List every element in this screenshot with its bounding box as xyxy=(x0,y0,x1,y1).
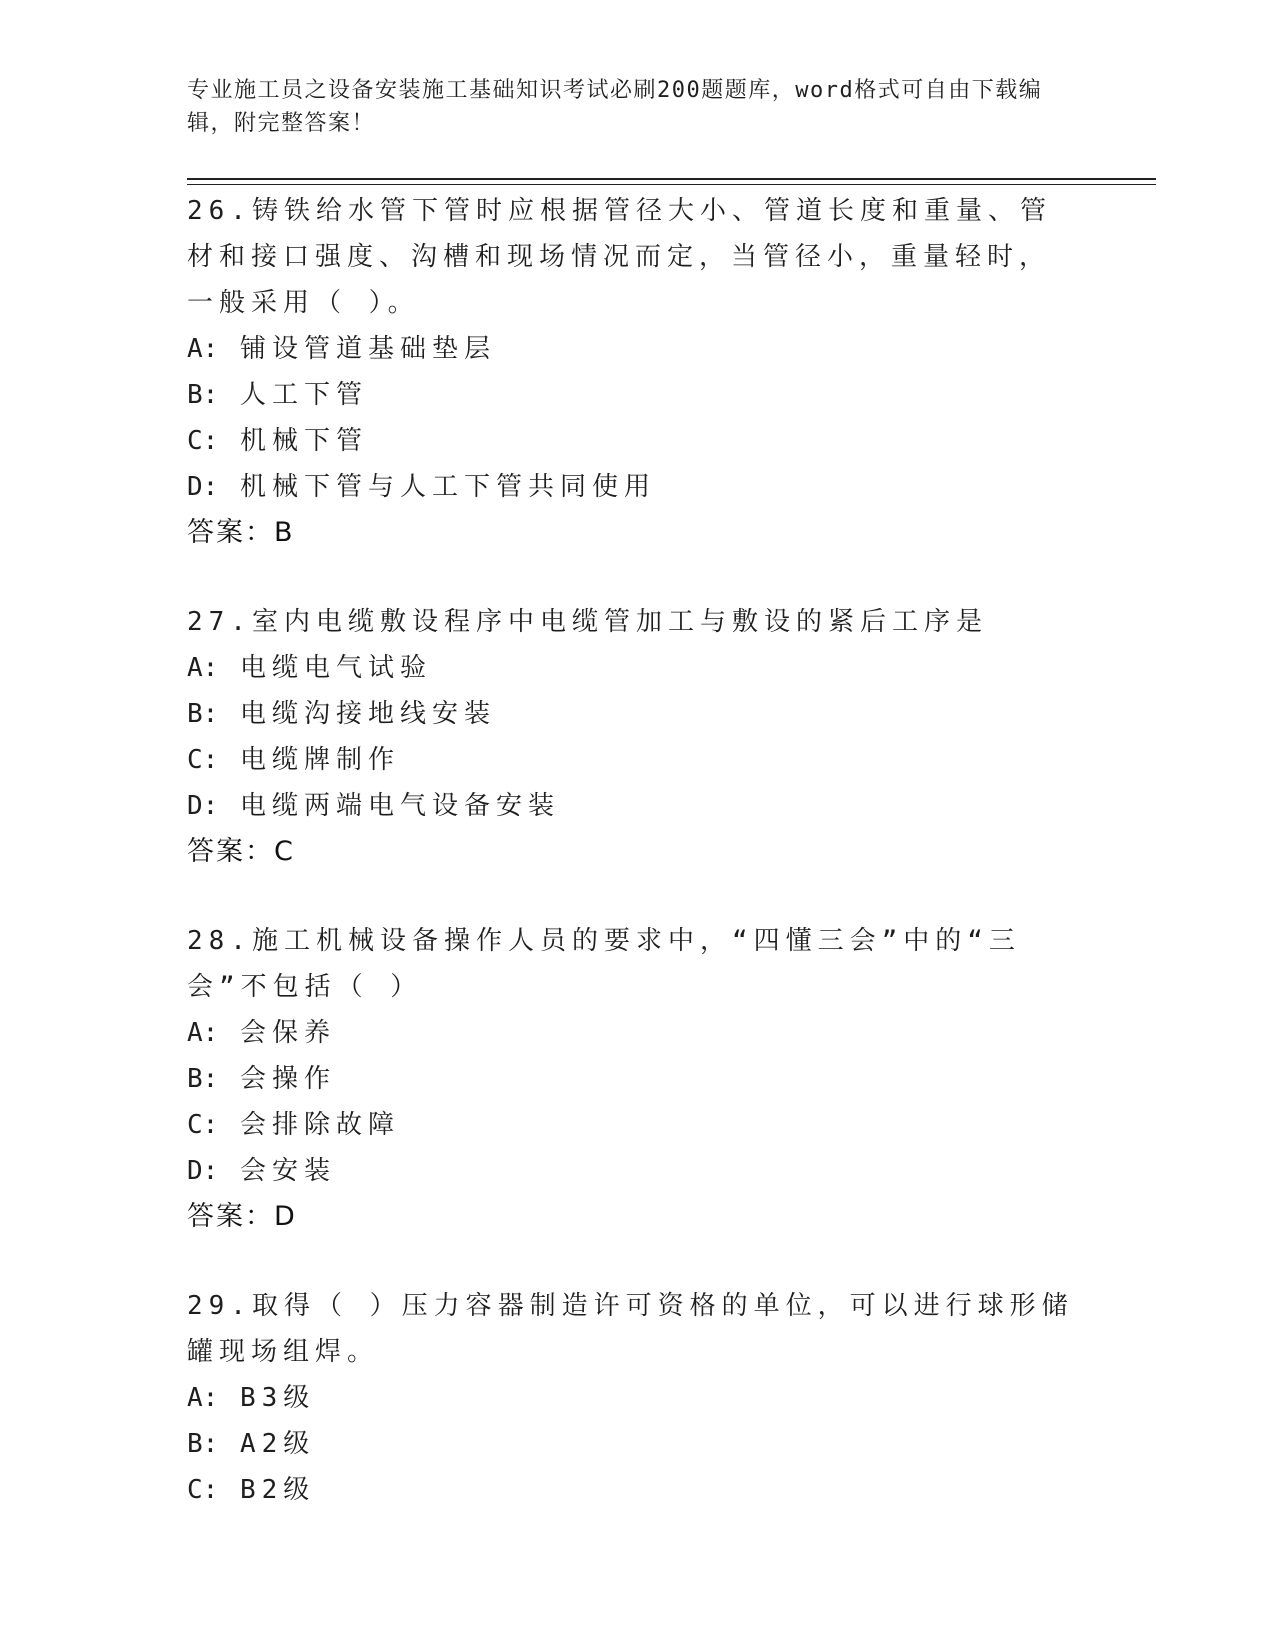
question-29 xyxy=(187,1283,1077,1513)
answer-line: 答案：B xyxy=(187,517,295,548)
option-a xyxy=(187,326,1077,372)
option-letter: A: xyxy=(187,1383,219,1413)
option-text: 电缆电气试验 xyxy=(239,653,432,683)
answer-line: 答案：D xyxy=(187,1201,297,1232)
option-text: 会操作 xyxy=(239,1064,336,1094)
option-letter: A: xyxy=(187,1018,219,1048)
option-text: 会保养 xyxy=(239,1018,336,1048)
option-c xyxy=(187,418,1077,464)
option-letter: C: xyxy=(187,745,219,775)
option-letter: B: xyxy=(187,1429,219,1459)
option-letter: B: xyxy=(187,380,219,410)
option-c xyxy=(187,1467,1077,1513)
question-text: 27.室内电缆敷设程序中电缆管加工与敷设的紧后工序是 xyxy=(187,607,988,637)
option-b xyxy=(187,372,1077,418)
option-d xyxy=(187,464,1077,510)
option-c xyxy=(187,1102,1077,1148)
option-d xyxy=(187,1148,1077,1194)
option-b xyxy=(187,691,1077,737)
option-letter: B: xyxy=(187,1064,219,1094)
option-letter: C: xyxy=(187,1475,219,1505)
option-a xyxy=(187,645,1077,691)
question-text: 28.施工机械设备操作人员的要求中，“四懂三会”中的“三会”不包括（ ） xyxy=(187,926,1021,1002)
option-text: 电缆沟接地线安装 xyxy=(239,699,496,729)
question-text: 26.铸铁给水管下管时应根据管径大小、管道长度和重量、管材和接口强度、沟槽和现场情况而定，当管径小，重量轻时，一般采用（ ）。 xyxy=(187,196,1052,318)
option-text: A2级 xyxy=(239,1429,316,1459)
option-text: 会排除故障 xyxy=(239,1110,400,1140)
document-header: 专业施工员之设备安装施工基础知识考试必刷200题题库，word格式可自由下载编辑，附完整答案！ xyxy=(187,78,1043,136)
option-letter: C: xyxy=(187,1110,219,1140)
option-letter: C: xyxy=(187,426,219,456)
header-divider-thick xyxy=(187,178,1156,180)
answer-line: 答案：C xyxy=(187,836,295,867)
question-26 xyxy=(187,188,1077,556)
option-text: 电缆牌制作 xyxy=(239,745,400,775)
option-c xyxy=(187,737,1077,783)
question-28 xyxy=(187,918,1077,1240)
question-text: 29.取得（ ）压力容器制造许可资格的单位，可以进行球形储罐现场组焊。 xyxy=(187,1291,1074,1367)
option-b xyxy=(187,1421,1077,1467)
question-27 xyxy=(187,599,1077,875)
option-text: 会安装 xyxy=(239,1156,336,1186)
option-text: B2级 xyxy=(239,1475,316,1505)
option-text: 机械下管 xyxy=(239,426,368,456)
option-letter: A: xyxy=(187,653,219,683)
option-a xyxy=(187,1010,1077,1056)
option-text: 铺设管道基础垫层 xyxy=(239,334,496,364)
option-text: 人工下管 xyxy=(239,380,368,410)
option-text: 电缆两端电气设备安装 xyxy=(239,791,560,821)
option-letter: A: xyxy=(187,334,219,364)
option-letter: D: xyxy=(187,791,219,821)
option-text: B3级 xyxy=(239,1383,316,1413)
option-a xyxy=(187,1375,1077,1421)
option-d xyxy=(187,783,1077,829)
option-letter: B: xyxy=(187,699,219,729)
question-list xyxy=(187,188,1077,1556)
option-b xyxy=(187,1056,1077,1102)
header-divider-thin xyxy=(187,184,1156,185)
option-text: 机械下管与人工下管共同使用 xyxy=(239,472,656,502)
option-letter: D: xyxy=(187,1156,219,1186)
option-letter: D: xyxy=(187,472,219,502)
